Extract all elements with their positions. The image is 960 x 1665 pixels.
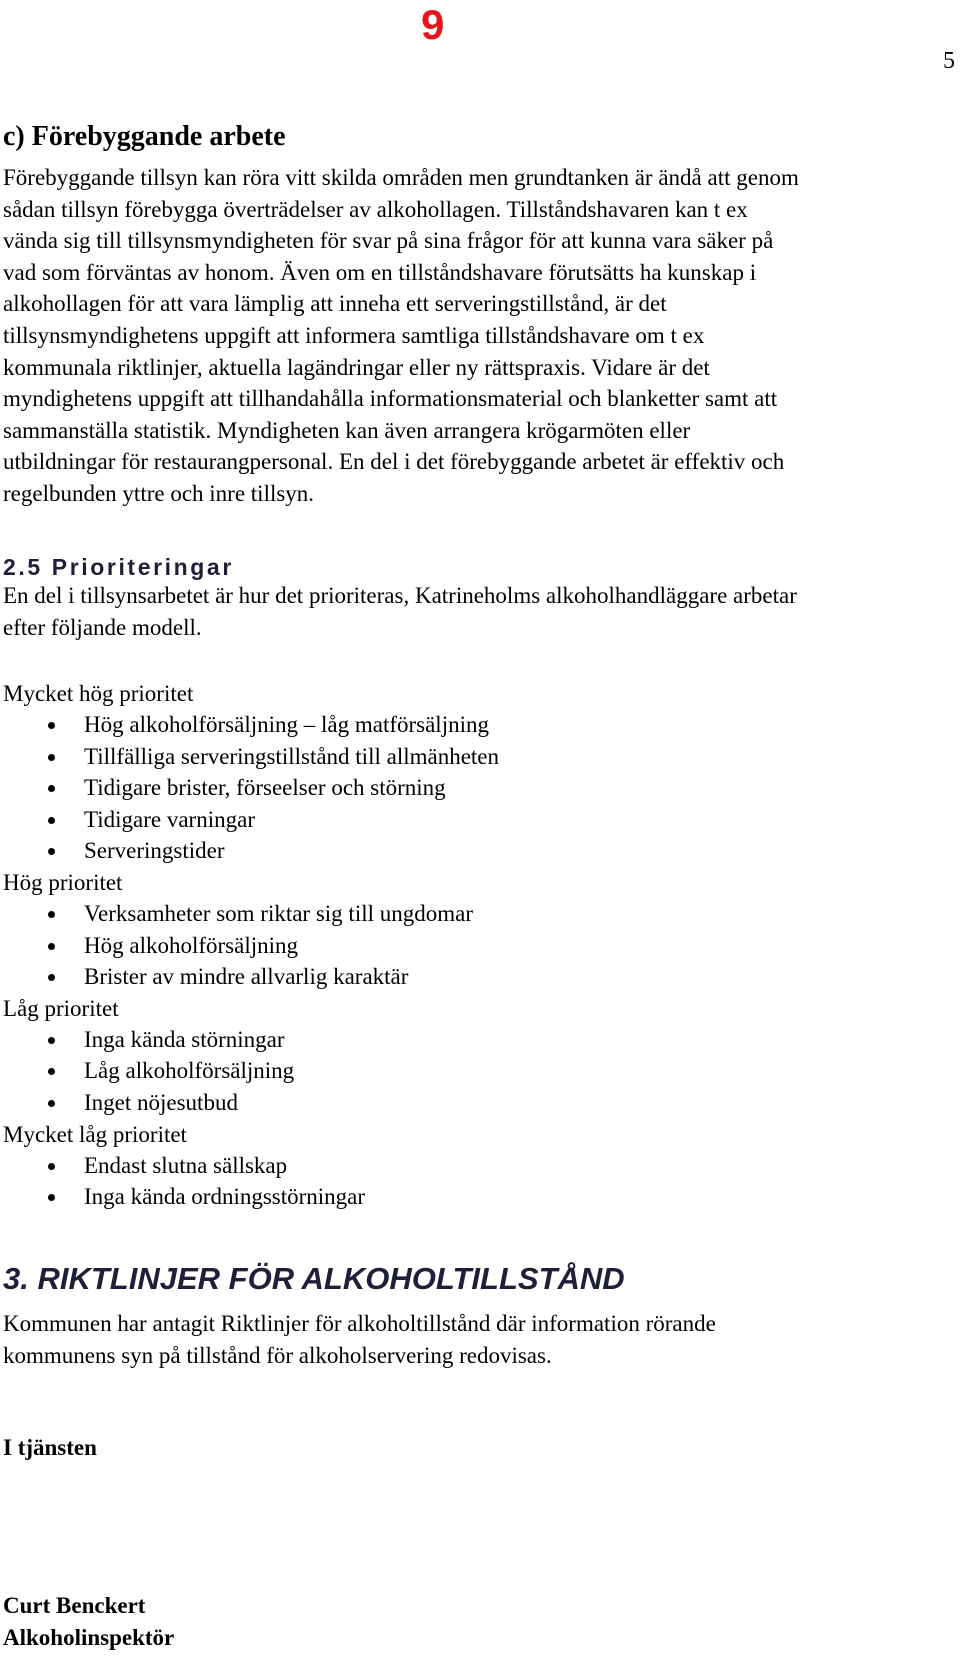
priority-group-items [3,898,953,993]
paragraph-line: myndighetens uppgift att tillhandahålla informationsmaterial och blanketter samt att [3,386,778,412]
bullet-icon [48,1163,55,1170]
priority-group-label: Låg prioritet [3,995,119,1021]
list-item: Inga kända ordningsstörningar [3,1181,953,1213]
paragraph-line: sammanställa statistik. Myndigheten kan även arrangera krögarmöten eller [3,417,691,443]
list-item: Låg alkoholförsäljning [3,1055,953,1087]
priority-group-label: Hög prioritet [3,869,123,895]
list-item: Tillfälliga serveringstillstånd till allmänheten [3,741,953,773]
list-item: Inga kända störningar [3,1024,953,1056]
paragraph-line: vända sig till tillsynsmyndigheten för svar på sina frågor för att kunna vara säker på [3,228,774,254]
list-item: Endast slutna sällskap [3,1150,953,1182]
paragraph-line: Kommunen har antagit Riktlinjer för alkoholtillstånd där information rörande [3,1311,716,1336]
priority-group-label: Mycket hög prioritet [3,681,194,706]
paragraph-line: vad som förväntas av honom. Även om en tillståndshavare förutsätts ha kunskap i [3,259,757,285]
paragraph-line: utbildningar för restaurangpersonal. En del i det förebyggande arbetet är effektiv och [3,449,785,475]
list-item: Verksamheter som riktar sig till ungdomar [3,898,953,930]
priority-group-items [3,1024,953,1119]
paragraph-line: En del i tillsynsarbetet är hur det prioriteras, Katrineholms alkoholhandläggare arbetar [3,583,797,608]
bullet-icon [48,754,55,761]
paragraph-line: regelbunden yttre och inre tillsyn. [3,480,315,506]
priority-group-items [3,1150,953,1213]
closing-phrase: I tjänsten [3,1435,97,1460]
paragraph-line: alkohollagen för att vara lämplig att inneha ett serveringstillstånd, är det [3,291,667,317]
bullet-icon [48,722,55,729]
list-item: Tidigare varningar [3,804,953,836]
bullet-icon [48,1037,55,1044]
paragraph-line: Förebyggande tillsyn kan röra vitt skilda områden men grundtanken är ändå att genom [3,165,799,190]
paragraph-line: kommunens syn på tillstånd för alkoholservering redovisas. [3,1342,552,1368]
bullet-icon [48,1068,55,1075]
bullet-icon [48,817,55,824]
signature-title: Alkoholinspektör [3,1625,175,1650]
bullet-icon [48,1194,55,1201]
list-item: Brister av mindre allvarlig karaktär [3,961,953,993]
list-item: Hög alkoholförsäljning [3,930,953,962]
list-item: Tidigare brister, förseelser och störning [3,772,953,804]
priority-group-label: Mycket låg prioritet [3,1121,187,1147]
section-c-paragraph [3,162,953,510]
priority-list [3,678,953,1213]
list-item: Inget nöjesutbud [3,1087,953,1119]
bullet-icon [48,785,55,792]
paragraph-line: efter följande modell. [3,614,202,640]
section-3-heading: 3. RIKTLINJER FÖR ALKOHOLTILLSTÅND [3,1261,625,1296]
bullet-icon [48,974,55,981]
section-c-heading: c) Förebyggande arbete [3,121,286,152]
list-item: Serveringstider [3,835,953,867]
page-stamp-number: 9 [421,1,445,48]
page-number: 5 [943,48,955,74]
section-2-5-paragraph [3,580,953,643]
list-item: Hög alkoholförsäljning – låg matförsäljning [3,709,953,741]
bullet-icon [48,943,55,950]
section-3-paragraph [3,1308,953,1371]
paragraph-line: kommunala riktlinjer, aktuella lagändringar eller ny rättspraxis. Vidare är det [3,354,710,380]
signature-name: Curt Benckert [3,1593,146,1618]
paragraph-line: sådan tillsyn förebygga överträdelser av alkohollagen. Tillståndshavaren kan t ex [3,196,748,222]
section-2-5-heading: 2.5 Prioriteringar [3,554,234,580]
bullet-icon [48,848,55,855]
bullet-icon [48,911,55,918]
priority-group-items [3,709,953,867]
paragraph-line: tillsynsmyndighetens uppgift att informera samtliga tillståndshavare om t ex [3,322,705,348]
bullet-icon [48,1100,55,1107]
